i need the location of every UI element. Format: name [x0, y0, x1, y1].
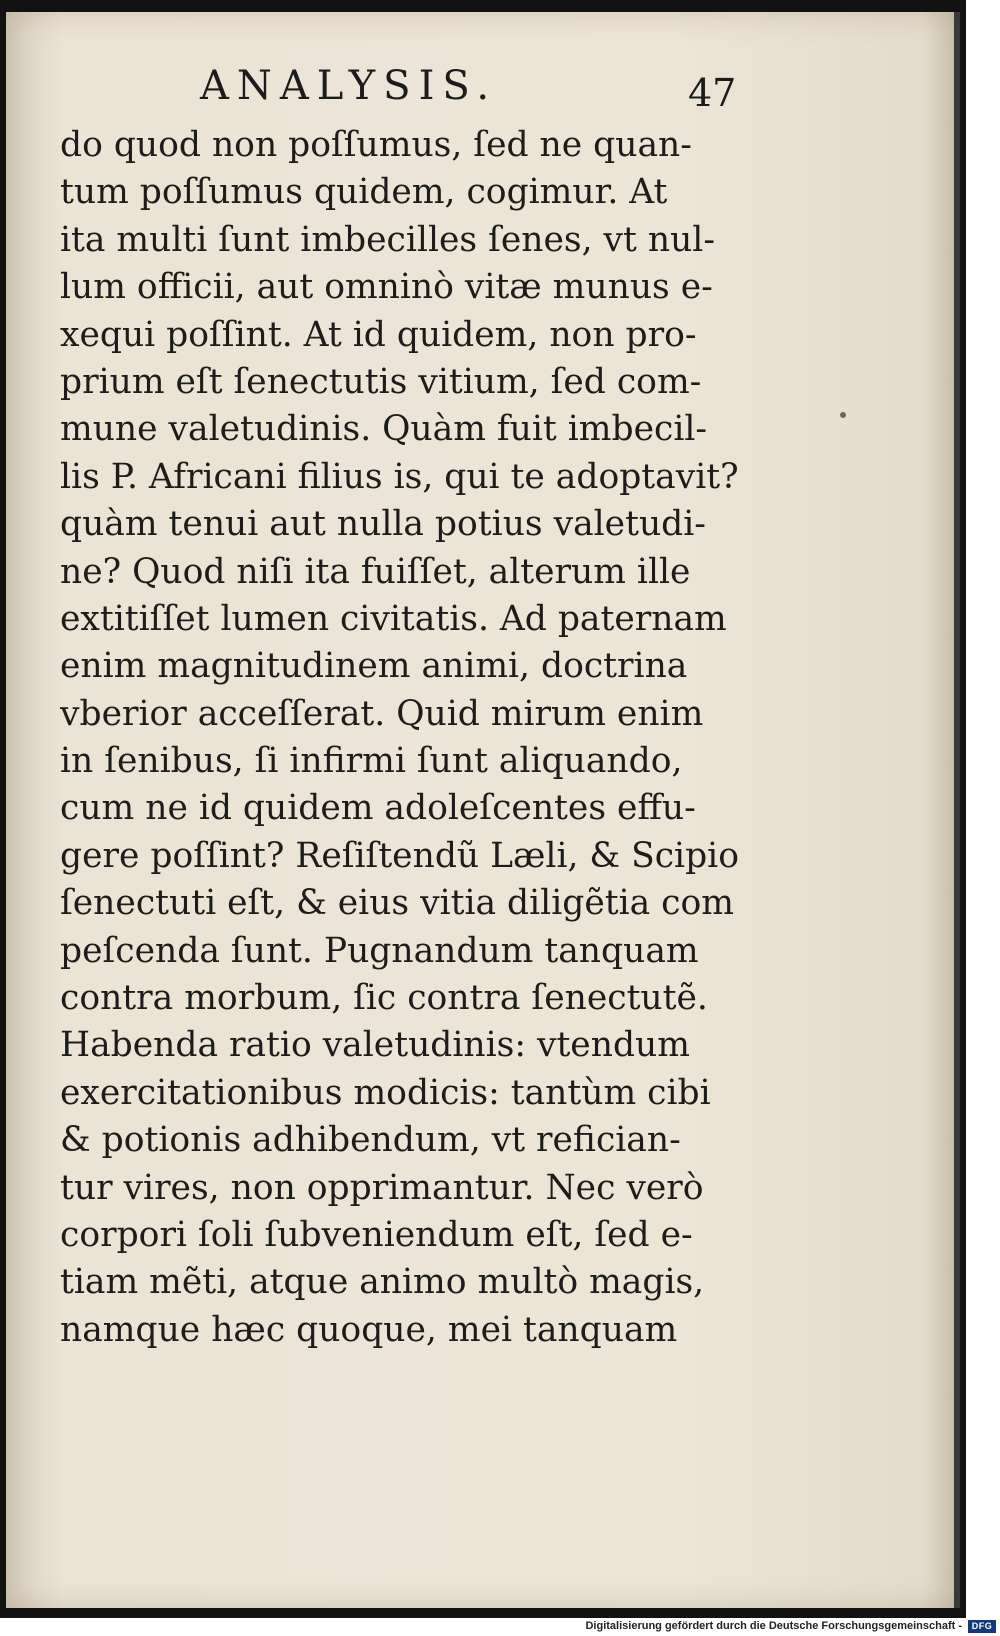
- text-line: namque hæc quoque, mei tanquam: [60, 1309, 678, 1350]
- text-line: & potionis adhibendum, vt refician-: [60, 1120, 681, 1161]
- text-line: extitiſſet lumen civitatis. Ad paternam: [60, 598, 727, 639]
- text-line: lis P. Africani filius is, qui te adoptavit?: [60, 456, 739, 497]
- text-line: peſcenda ſunt. Pugnandum tanquam: [60, 930, 699, 971]
- running-head: ANALYSIS.: [200, 63, 498, 109]
- text-line: ſenectuti eſt, & eius vitia diligẽtia com: [60, 883, 734, 924]
- text-line: mune valetudinis. Quàm fuit imbecil-: [60, 409, 708, 450]
- text-line: in ſenibus, ſi infirmi ſunt aliquando,: [60, 741, 683, 782]
- text-line: exercitationibus modicis: tantùm cibi: [60, 1072, 711, 1113]
- text-line: prium eſt ſenectutis vitium, ſed com-: [60, 361, 702, 402]
- paper-speck: [840, 412, 846, 418]
- text-line: gere poſſint? Reſiſtendũ Læli, & Scipio: [60, 835, 739, 876]
- text-line: enim magnitudinem animi, doctrina: [60, 646, 688, 687]
- text-line: ita multi ſunt imbecilles ſenes, vt nul-: [60, 219, 715, 260]
- book-page: [6, 12, 960, 1608]
- dfg-logo: DFG: [968, 1620, 996, 1633]
- text-line: Habenda ratio valetudinis: vtendum: [60, 1025, 690, 1066]
- text-line: tum poſſumus quidem, cogimur. At: [60, 172, 668, 213]
- text-line: do quod non poſſumus, ſed ne quan-: [60, 125, 692, 165]
- text-line: lum officii, aut omninò vitæ munus e-: [60, 267, 713, 308]
- text-line: corpori ſoli ſubveniendum eſt, ſed e-: [60, 1214, 693, 1255]
- body-text: [60, 122, 760, 1354]
- digitization-credit: Digitalisierung gefördert durch die Deutsche Forschungsgemeinschaft -: [585, 1620, 962, 1632]
- text-line: tur vires, non opprimantur. Nec verò: [60, 1167, 704, 1208]
- text-line: xequi poſſint. At id quidem, non pro-: [60, 314, 697, 355]
- text-line: tiam mẽti, atque animo multò magis,: [60, 1262, 705, 1303]
- page-number: 47: [688, 71, 737, 115]
- text-line: cum ne id quidem adoleſcentes effu-: [60, 788, 696, 829]
- text-line: vberior acceſſerat. Quid mirum enim: [60, 693, 704, 734]
- text-line: ne? Quod niſi ita fuiſſet, alterum ille: [60, 551, 691, 592]
- text-line: quàm tenui aut nulla potius valetudi-: [60, 504, 706, 545]
- text-line: contra morbum, ſic contra ſenectutẽ.: [60, 978, 708, 1019]
- page-edge: [954, 12, 960, 1608]
